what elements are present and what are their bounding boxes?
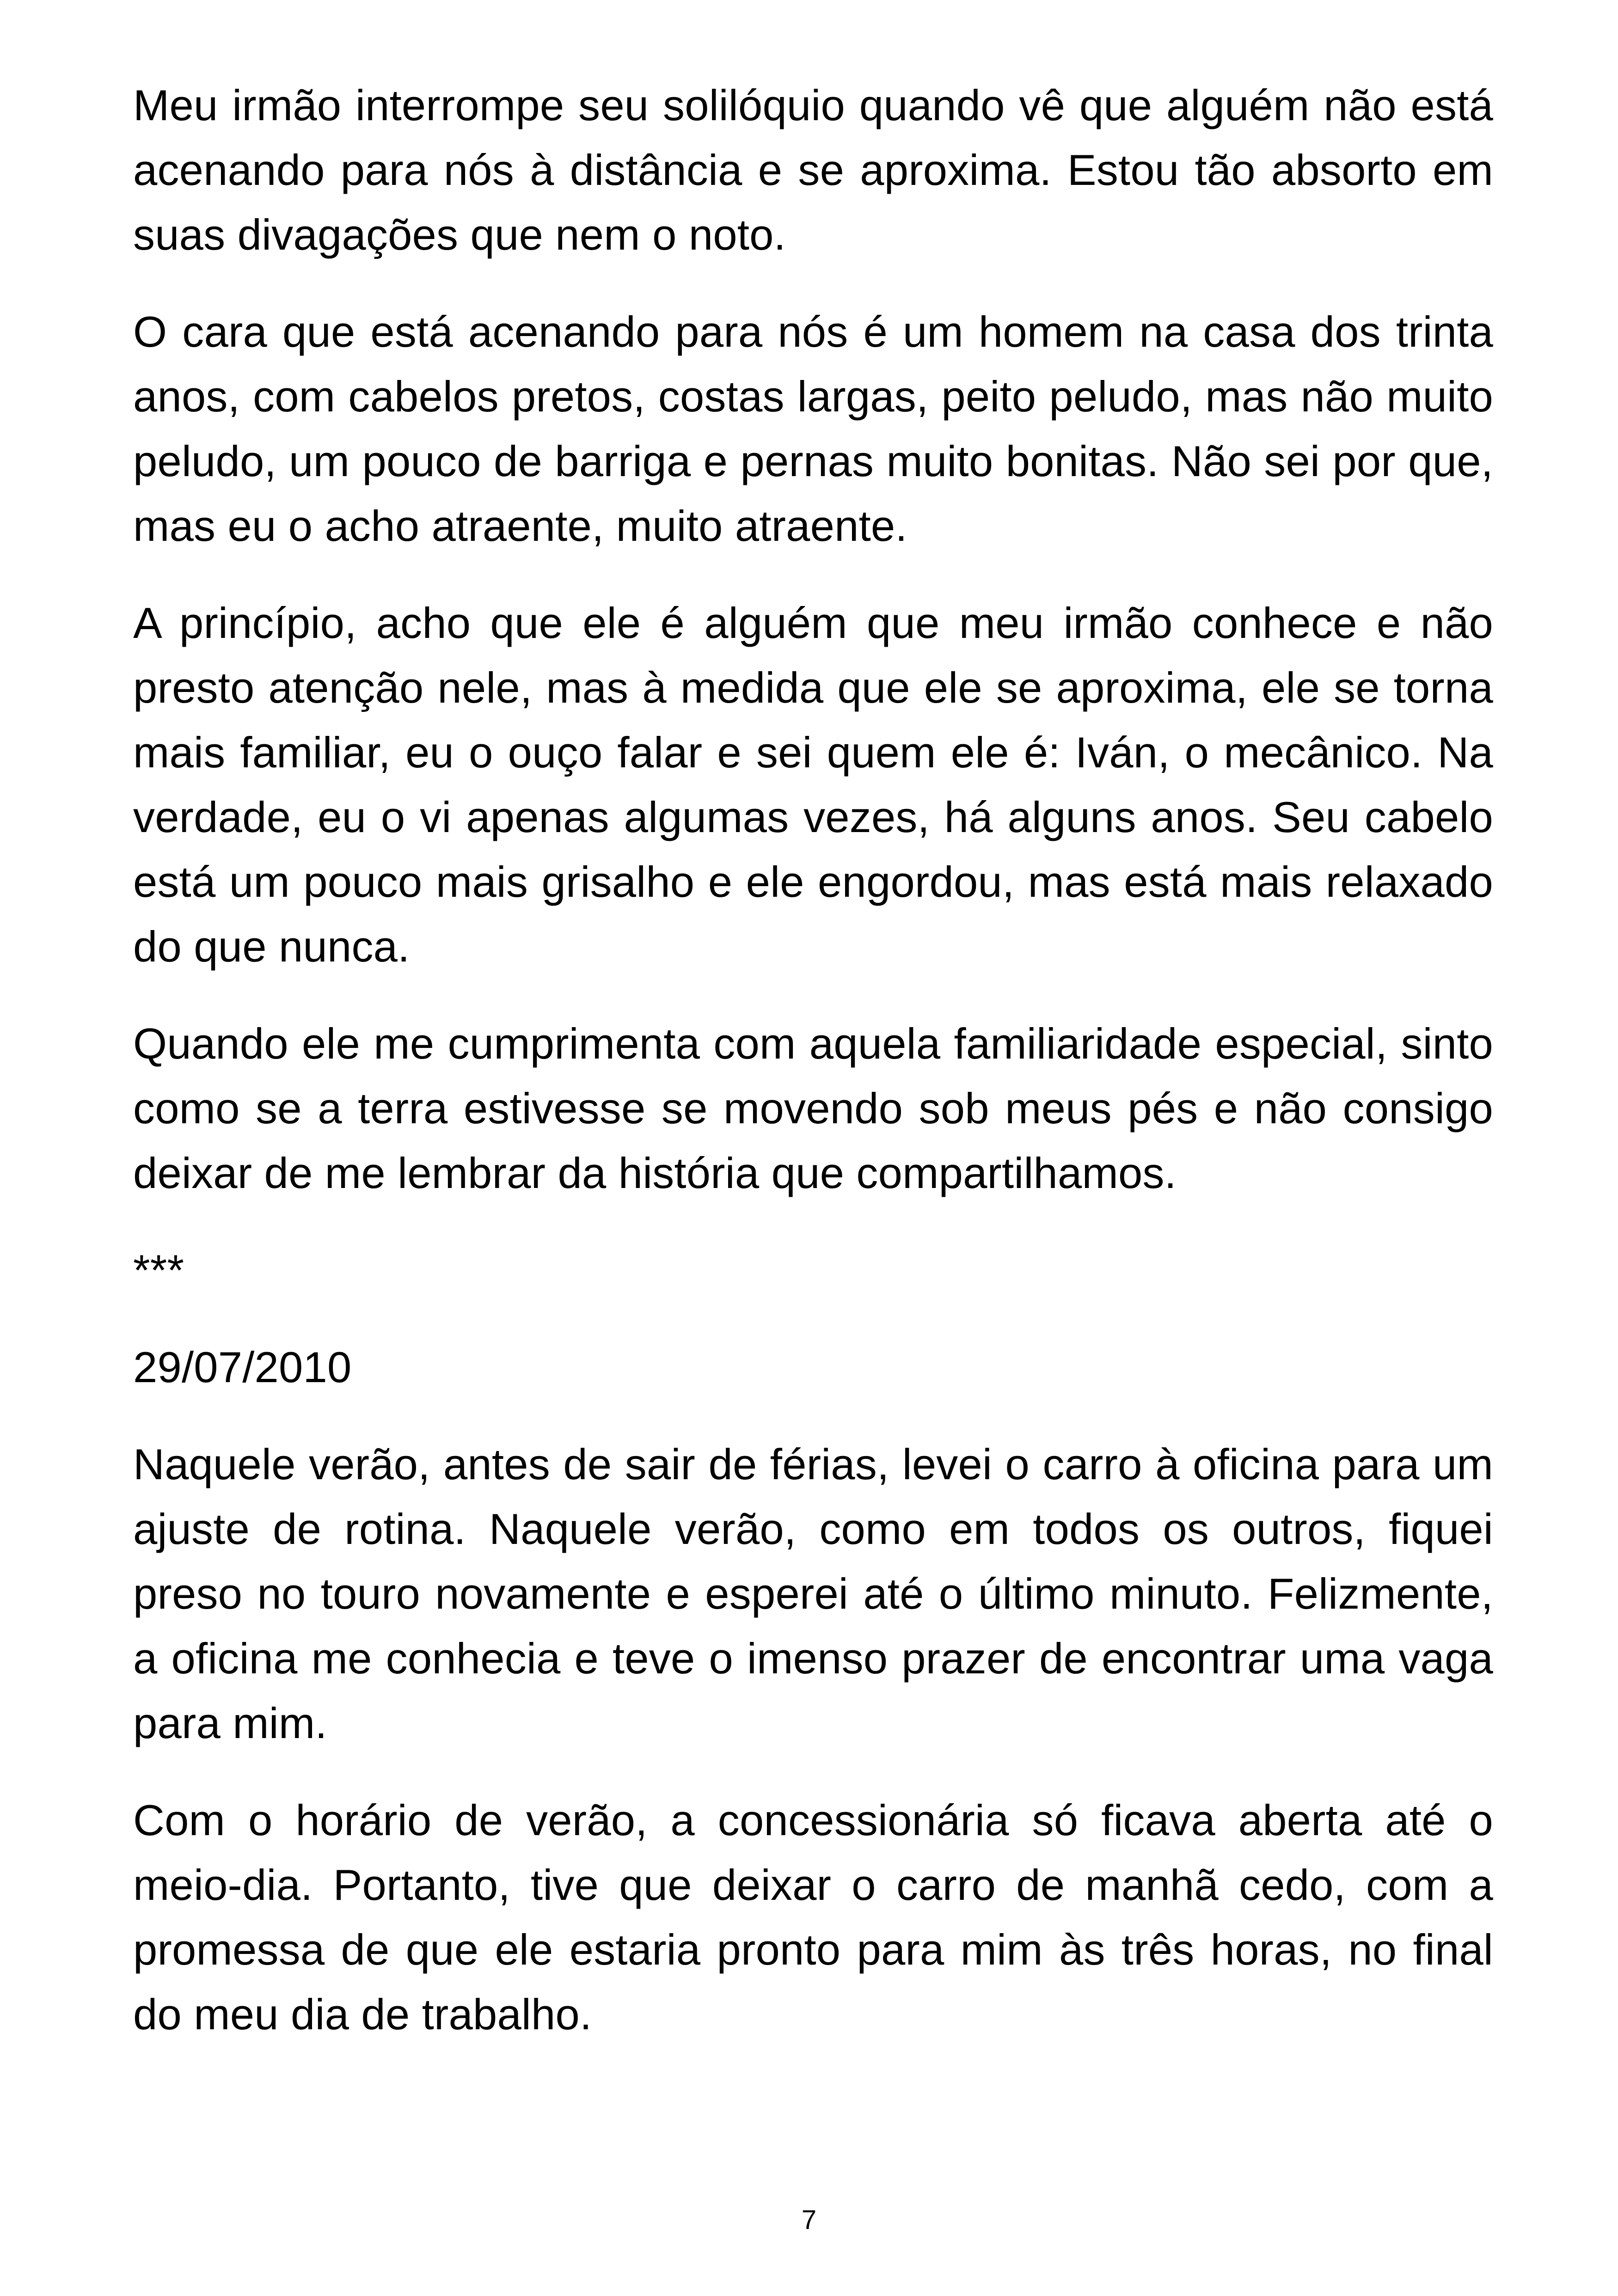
paragraph-4: Quando ele me cumprimenta com aquela familiaridade especial, sinto como se a terra estivesse se movendo sob meus pés e não consigo deixar de me lembrar da história que compartilhamos. <box>133 1019 1493 1197</box>
page-number: 7 <box>801 2205 817 2235</box>
paragraph-6: Com o horário de verão, a concessionária só ficava aberta até o meio-dia. Portanto, tive que deixar o carro de manhã cedo, com a promessa de que ele estaria pronto para mim às três horas, no final do meu dia de trabalho. <box>133 1796 1493 2039</box>
date-heading: 29/07/2010 <box>133 1343 352 1391</box>
scene-break: *** <box>133 1246 184 1294</box>
paragraph-1: Meu irmão interrompe seu solilóquio quando vê que alguém não está acenando para nós à distância e se aproxima. Estou tão absorto em suas divagações que nem o noto. <box>133 81 1493 259</box>
page-body <box>133 73 1493 2079</box>
paragraph-3: A princípio, acho que ele é alguém que meu irmão conhece e não presto atenção nele, mas à medida que ele se aproxima, ele se torna mais familiar, eu o ouço falar e sei quem ele é: Iván, o mecânico. Na verdade, eu o vi apenas algumas vezes, há alguns anos. Seu cabelo está um pouco mais grisalho e ele engordou, mas está mais relaxado do que nunca. <box>133 599 1493 971</box>
paragraph-2: O cara que está acenando para nós é um homem na casa dos trinta anos, com cabelos pretos, costas largas, peito peludo, mas não muito peludo, um pouco de barriga e pernas muito bonitas. Não sei por que, mas eu o acho atraente, muito atraente. <box>133 307 1493 550</box>
paragraph-5: Naquele verão, antes de sair de férias, levei o carro à oficina para um ajuste de rotina. Naquele verão, como em todos os outros, fiquei preso no touro novamente e esperei até o último minuto. Felizmente, a oficina me conhecia e teve o imenso prazer de encontrar uma vaga para mim. <box>133 1440 1493 1747</box>
